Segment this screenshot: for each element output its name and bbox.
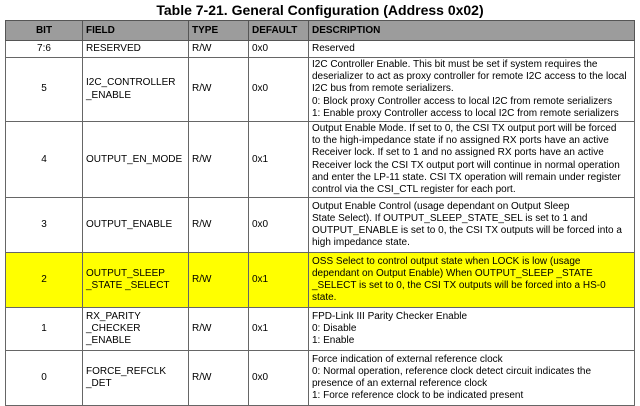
cell-bit: 7:6 [6, 41, 83, 58]
field-line: _STATE _SELECT [86, 280, 170, 292]
cell-type: R/W [189, 122, 249, 198]
field-line: OUTPUT_ENABLE [86, 219, 173, 231]
description-line: I2C Controller Enable. This bit must be set if system requires the [312, 59, 598, 70]
table-row [6, 253, 635, 308]
description-line: I2C bus from remote serializers. [312, 83, 454, 95]
field-line: _DET [86, 378, 112, 390]
cell-bit: 5 [6, 58, 83, 122]
table-body [6, 41, 635, 406]
description-line: 1: Enable proxy Controller access to local I2C from remote serializers [312, 107, 619, 119]
cell-type: R/W [189, 58, 249, 122]
table-row [6, 122, 635, 198]
cell-description [309, 198, 635, 253]
description-line: control via the CSI_CTL register for each port. [312, 184, 516, 196]
cell-bit: 3 [6, 198, 83, 253]
description-line: OUTPUT_ENABLE is set to 0, the CSI TX outputs will be forced into a [312, 225, 622, 237]
description-line: state. [312, 292, 337, 304]
cell-type: R/W [189, 41, 249, 58]
table-row [6, 351, 635, 406]
cell-description [309, 253, 635, 308]
table-row [6, 58, 635, 122]
header-type: TYPE [189, 21, 249, 41]
cell-description [309, 122, 635, 198]
cell-field [83, 122, 189, 198]
cell-description [309, 58, 635, 122]
cell-type: R/W [189, 198, 249, 253]
field-line: FORCE_REFCLK [86, 366, 167, 378]
field-line: _ENABLE [86, 335, 132, 347]
description-line: 0: Block proxy Controller access to local I2C from remote serializers [312, 95, 613, 107]
description-line: 0: Normal operation, reference clock detect circuit indicates the [312, 366, 592, 378]
table-row [6, 308, 635, 351]
field-line: RESERVED [86, 42, 141, 54]
cell-default: 0x0 [249, 351, 309, 406]
header-default: DEFAULT [249, 21, 309, 41]
description-line: Output Enable Control (usage dependant on Output Sleep [312, 200, 570, 212]
cell-description [309, 308, 635, 351]
description-line: Receiver lock. If set to 1 and no assigned RX ports have an active [312, 147, 604, 159]
header-description: DESCRIPTION [309, 21, 635, 41]
cell-default: 0x0 [249, 58, 309, 122]
description-line: State Select). If OUTPUT_SLEEP_STATE_SEL is set to 1 and [312, 213, 588, 225]
cell-bit: 2 [6, 253, 83, 308]
cell-field [83, 58, 189, 122]
header-row [6, 21, 635, 41]
register-table [5, 20, 635, 406]
table-row [6, 41, 635, 58]
header-field: FIELD [83, 21, 189, 41]
description-line: Output Enable Mode. If set to 0, the CSI TX output port will be forced [312, 123, 617, 135]
description-line: Reserved [312, 42, 355, 54]
header-bit: BIT [6, 21, 83, 41]
table-row [6, 198, 635, 253]
description-line: presence of an external reference clock [312, 378, 488, 390]
cell-default: 0x0 [249, 41, 309, 58]
description-line: _SELECT is set to 0, the CSI TX outputs will be forced into a HS-0 [312, 280, 606, 292]
field-line: RX_PARITY [86, 310, 141, 322]
description-line: to the high-impedance state if no assigned RX ports have an active [312, 135, 609, 147]
field-line: _CHECKER [86, 323, 141, 335]
cell-field [83, 253, 189, 308]
cell-field [83, 308, 189, 351]
cell-type: R/W [189, 351, 249, 406]
description-line: dependant on Output Enable) When OUTPUT_SLEEP _STATE [312, 268, 593, 280]
description-line: 0: Disable [312, 323, 357, 335]
cell-default: 0x1 [249, 122, 309, 198]
cell-bit: 1 [6, 308, 83, 351]
cell-default: 0x1 [249, 253, 309, 308]
description-line: 1: Force reference clock to be indicated present [312, 390, 524, 402]
cell-default: 0x0 [249, 198, 309, 253]
description-line: deserializer to act as proxy controller for remote I2C access to the local [312, 71, 627, 83]
cell-bit: 0 [6, 351, 83, 406]
cell-bit: 4 [6, 122, 83, 198]
description-line: Receiver lock the CSI TX output port will continue in normal operation [312, 159, 620, 171]
description-line: high impedance state. [312, 237, 410, 249]
cell-description [309, 41, 635, 58]
field-line: OUTPUT_SLEEP [86, 268, 165, 280]
description-line: and enter the LP-11 state. CSI TX operation will remain under register [312, 171, 621, 183]
cell-description [309, 351, 635, 406]
cell-type: R/W [189, 253, 249, 308]
cell-field [83, 198, 189, 253]
description-line: Force indication of external reference clock [312, 353, 503, 365]
cell-default: 0x1 [249, 308, 309, 351]
description-line: FPD-Link III Parity Checker Enable [312, 310, 468, 322]
cell-type: R/W [189, 308, 249, 351]
cell-field [83, 351, 189, 406]
description-line: OSS Select to control output state when LOCK is low (usage [312, 255, 581, 267]
field-line: OUTPUT_EN_MODE [86, 153, 183, 165]
field-line: I2C_CONTROLLER [86, 77, 176, 89]
table-title: Table 7-21. General Configuration (Address 0x02) [156, 2, 484, 18]
field-line: _ENABLE [86, 89, 132, 101]
cell-field [83, 41, 189, 58]
description-line: 1: Enable [312, 335, 355, 347]
